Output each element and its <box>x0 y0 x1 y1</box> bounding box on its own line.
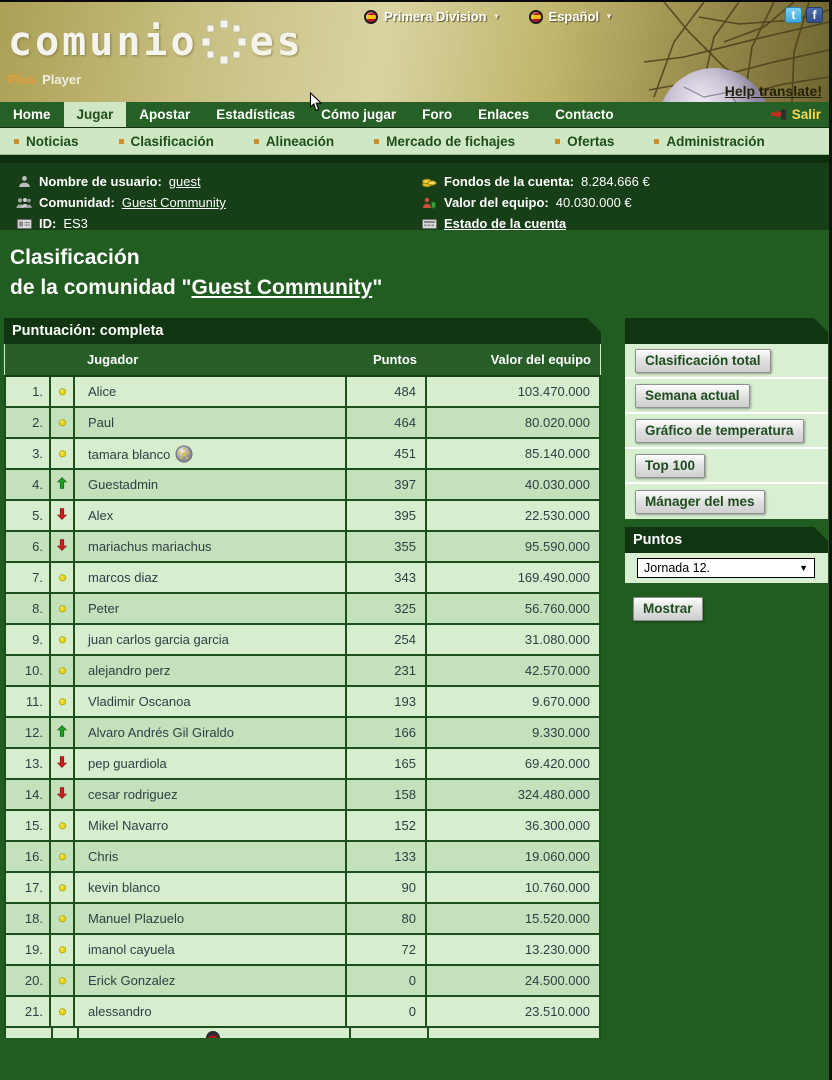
table-row <box>5 500 600 531</box>
rank-cell: 16. <box>5 841 50 872</box>
player-name[interactable]: marcos diaz <box>88 570 159 585</box>
player-name[interactable]: Vladimir Oscanoa <box>88 694 191 709</box>
bullet-icon <box>555 139 560 144</box>
nav-item-jugar[interactable]: Jugar <box>64 102 127 127</box>
rank-cell: 11. <box>5 686 50 717</box>
points-cell: 325 <box>346 593 426 624</box>
sidebar-button-row <box>625 344 828 379</box>
player-name[interactable]: Manuel Plazuelo <box>88 911 185 926</box>
points-cell: 90 <box>346 872 426 903</box>
sidebar <box>625 318 828 639</box>
player-name[interactable]: Alice <box>88 384 117 399</box>
points-cell: 231 <box>346 655 426 686</box>
logo-suffix-text: es <box>249 19 304 65</box>
bullet-icon <box>254 139 259 144</box>
nav-item-estadisticas[interactable]: Estadísticas <box>216 107 296 122</box>
player-name[interactable]: Paul <box>88 415 115 430</box>
nav-item-contacto[interactable]: Contacto <box>555 107 614 122</box>
trend-same-icon <box>58 818 67 833</box>
table-row <box>5 655 600 686</box>
select-arrow-icon: ▼ <box>799 563 808 573</box>
sidebar-button-row <box>625 484 828 519</box>
community-icon <box>16 197 32 209</box>
facebook-icon[interactable]: f <box>806 7 823 23</box>
sidebar-header <box>625 318 828 344</box>
player-badge-icon-partial <box>206 1031 220 1038</box>
trend-same-icon <box>58 415 67 430</box>
team-value-cell: 80.020.000 <box>426 407 600 438</box>
points-cell: 193 <box>346 686 426 717</box>
points-cell: 254 <box>346 624 426 655</box>
nav-item-apostar[interactable]: Apostar <box>139 107 191 122</box>
rank-cell: 9. <box>5 624 50 655</box>
player-name[interactable]: Alex <box>88 508 114 523</box>
subnav-item-noticias[interactable]: Noticias <box>14 134 79 149</box>
player-name[interactable]: Alvaro Andrés Gil Giraldo <box>88 725 234 740</box>
rank-cell: 15. <box>5 810 50 841</box>
money-icon <box>421 176 437 187</box>
table-row <box>5 407 600 438</box>
trend-same-icon <box>58 601 67 616</box>
player-name[interactable]: imanol cayuela <box>88 942 175 957</box>
trend-down-icon <box>57 508 67 523</box>
trend-same-icon <box>58 1004 67 1019</box>
team-value-cell: 31.080.000 <box>426 624 600 655</box>
trend-same-icon <box>58 849 67 864</box>
table-row <box>5 469 600 500</box>
user-icon <box>16 175 32 188</box>
team-value-cell: 9.330.000 <box>426 717 600 748</box>
trend-same-icon <box>58 911 67 926</box>
exit-door-icon <box>771 109 787 120</box>
language-dropdown[interactable]: Español ▼ <box>529 9 614 24</box>
info-label: Comunidad: <box>39 195 115 210</box>
subnav-item-alineacion[interactable]: Alineación <box>254 134 334 149</box>
points-cell: 395 <box>346 500 426 531</box>
player-name[interactable]: Chris <box>88 849 119 864</box>
player-name[interactable]: alessandro <box>88 1004 152 1019</box>
points-cell: 166 <box>346 717 426 748</box>
team-value-cell: 36.300.000 <box>426 810 600 841</box>
team-value-cell: 10.760.000 <box>426 872 600 903</box>
jornada-select[interactable]: Jornada 12. ▼ <box>637 558 815 578</box>
comunio-logo <box>8 18 304 87</box>
info-label: Valor del equipo: <box>444 195 549 210</box>
rank-cell: 10. <box>5 655 50 686</box>
team-value-cell: 24.500.000 <box>426 965 600 996</box>
nav-item-home[interactable]: Home <box>13 107 51 122</box>
spain-flag-icon <box>529 10 543 24</box>
player-name[interactable]: kevin blanco <box>88 880 161 895</box>
team-value-icon <box>421 197 437 209</box>
table-row <box>5 531 600 562</box>
table-row <box>5 376 600 407</box>
rank-cell: 18. <box>5 903 50 934</box>
rank-cell: 3. <box>5 438 50 469</box>
table-row <box>5 903 600 934</box>
sidebar-button-row <box>625 449 828 484</box>
main-nav-items <box>0 102 627 127</box>
help-translate-link[interactable]: Help translate! <box>724 83 822 99</box>
player-name[interactable]: Guestadmin <box>88 477 159 492</box>
semana-actual-button[interactable]: Semana actual <box>635 384 750 408</box>
table-row <box>5 562 600 593</box>
trend-up-icon <box>57 725 67 740</box>
table-row <box>5 748 600 779</box>
player-name[interactable]: Peter <box>88 601 120 616</box>
id-card-icon <box>16 219 32 229</box>
community-link[interactable]: Guest Community <box>191 276 373 299</box>
nav-item-enlaces[interactable]: Enlaces <box>478 107 530 122</box>
page-title: Clasificación de la comunidad "Guest Community" <box>10 246 383 299</box>
trend-down-icon <box>57 539 67 554</box>
top-banner <box>0 2 829 102</box>
table-row <box>5 779 600 810</box>
points-cell: 484 <box>346 376 426 407</box>
rank-cell: 13. <box>5 748 50 779</box>
rank-cell: 1. <box>5 376 50 407</box>
ranking-table-section <box>4 318 601 1038</box>
info-label: Nombre de usuario: <box>39 174 162 189</box>
spain-flag-icon <box>364 10 378 24</box>
table-row <box>5 686 600 717</box>
team-value-cell: 56.760.000 <box>426 593 600 624</box>
team-value-cell: 324.480.000 <box>426 779 600 810</box>
sidebar-button-row <box>625 414 828 449</box>
content <box>0 318 829 1038</box>
table-row <box>5 717 600 748</box>
trend-down-icon <box>57 787 67 802</box>
team-value-cell: 9.670.000 <box>426 686 600 717</box>
table-row <box>5 872 600 903</box>
table-row <box>5 934 600 965</box>
team-value-cell: 95.590.000 <box>426 531 600 562</box>
info-label: ID: <box>39 216 57 231</box>
points-cell: 80 <box>346 903 426 934</box>
player-name[interactable]: Erick Gonzalez <box>88 973 176 988</box>
rank-cell: 2. <box>5 407 50 438</box>
info-label: Fondos de la cuenta: <box>444 174 575 189</box>
info-line <box>16 213 421 234</box>
points-cell: 451 <box>346 438 426 469</box>
rank-cell: 7. <box>5 562 50 593</box>
points-cell: 158 <box>346 779 426 810</box>
sidebar-button-row <box>625 379 828 414</box>
trend-same-icon <box>58 942 67 957</box>
trend-down-icon <box>57 756 67 771</box>
player-name[interactable]: alejandro perz <box>88 663 171 678</box>
sidebar-puntos-block <box>625 527 828 639</box>
trend-same-icon <box>58 694 67 709</box>
bullet-icon <box>654 139 659 144</box>
account-status-icon <box>421 219 437 229</box>
info-line <box>421 213 650 234</box>
logo-plus-label: Plus <box>8 72 36 87</box>
team-value-cell: 69.420.000 <box>426 748 600 779</box>
points-cell: 165 <box>346 748 426 779</box>
logout-link[interactable]: Salir <box>771 102 821 127</box>
nav-item-como-jugar[interactable]: Cómo jugar <box>321 107 397 122</box>
clasificacion-total-button[interactable]: Clasificación total <box>635 349 771 373</box>
team-value-cell: 40.030.000 <box>426 469 600 500</box>
team-value-cell: 169.490.000 <box>426 562 600 593</box>
player-name[interactable]: pep guardiola <box>88 756 167 771</box>
logo-text: comunio <box>8 19 198 65</box>
rank-cell: 17. <box>5 872 50 903</box>
subnav-item-clasificacion[interactable]: Clasificación <box>119 134 214 149</box>
info-line <box>421 171 650 192</box>
rank-cell: 6. <box>5 531 50 562</box>
points-cell: 355 <box>346 531 426 562</box>
logo-dots-icon <box>200 18 248 66</box>
main-nav <box>0 102 829 128</box>
trend-same-icon <box>58 570 67 585</box>
corner-decoration <box>587 318 601 332</box>
team-value-cell: 23.510.000 <box>426 996 600 1027</box>
info-value: 40.030.000 € <box>555 195 632 210</box>
section-header: Puntuación: completa <box>4 318 601 344</box>
team-value-cell: 22.530.000 <box>426 500 600 531</box>
logo-player-label: Player <box>42 72 82 87</box>
info-value[interactable]: guest <box>168 174 201 189</box>
points-cell: 152 <box>346 810 426 841</box>
player-name[interactable]: mariachus mariachus <box>88 539 212 554</box>
team-value-cell: 13.230.000 <box>426 934 600 965</box>
trend-up-icon <box>57 477 67 492</box>
points-cell: 0 <box>346 996 426 1027</box>
medal-icon <box>170 447 193 462</box>
player-name[interactable]: juan carlos garcia garcia <box>88 632 229 647</box>
trend-same-icon <box>58 663 67 678</box>
team-value-cell: 42.570.000 <box>426 655 600 686</box>
twitter-icon[interactable]: t <box>785 7 802 23</box>
sub-nav <box>0 128 829 155</box>
info-line <box>16 171 421 192</box>
points-cell: 343 <box>346 562 426 593</box>
info-line <box>421 192 650 213</box>
info-line <box>16 192 421 213</box>
user-info-right <box>421 171 650 230</box>
mostrar-button[interactable]: Mostrar <box>633 597 703 621</box>
rank-cell: 12. <box>5 717 50 748</box>
top-100-button[interactable]: Top 100 <box>635 454 705 478</box>
trend-same-icon <box>58 880 67 895</box>
chevron-down-icon: ▼ <box>492 12 501 21</box>
table-row <box>5 996 600 1027</box>
grafico-de-temperatura-button[interactable]: Gráfico de temperatura <box>635 419 804 443</box>
info-value: 8.284.666 € <box>581 174 650 189</box>
table-row <box>5 593 600 624</box>
trend-same-icon <box>58 446 67 461</box>
points-cell: 133 <box>346 841 426 872</box>
sidebar-views-block <box>625 318 828 519</box>
team-value-cell: 85.140.000 <box>426 438 600 469</box>
table-row <box>5 438 600 469</box>
points-cell: 72 <box>346 934 426 965</box>
bullet-icon <box>374 139 379 144</box>
col-header-value: Valor del equipo <box>426 344 600 376</box>
table-row <box>5 841 600 872</box>
player-name[interactable]: tamara blanco <box>88 446 171 462</box>
trend-same-icon <box>58 973 67 988</box>
bullet-icon <box>14 139 19 144</box>
manager-del-mes-button[interactable]: Mánager del mes <box>635 490 765 514</box>
col-header-points: Puntos <box>346 344 426 376</box>
table-header-row <box>5 344 600 376</box>
points-cell: 464 <box>346 407 426 438</box>
corner-decoration <box>814 318 828 332</box>
team-value-cell: 103.470.000 <box>426 376 600 407</box>
table-row-partial <box>4 1028 601 1038</box>
sidebar-buttons <box>625 344 828 519</box>
col-header-player: Jugador <box>74 344 346 376</box>
user-info-panel <box>0 163 829 230</box>
user-info-left <box>16 171 421 230</box>
rank-cell: 5. <box>5 500 50 531</box>
corner-decoration <box>814 527 828 541</box>
info-label[interactable]: Estado de la cuenta <box>444 216 567 231</box>
table-row <box>5 624 600 655</box>
table-row <box>5 965 600 996</box>
rank-cell: 4. <box>5 469 50 500</box>
points-cell: 397 <box>346 469 426 500</box>
points-cell: 0 <box>346 965 426 996</box>
subnav-item-ofertas[interactable]: Ofertas <box>555 134 614 149</box>
league-dropdown[interactable]: Primera Division ▼ <box>364 9 501 24</box>
rank-cell: 19. <box>5 934 50 965</box>
subnav-item-administracion[interactable]: Administración <box>654 134 764 149</box>
player-name[interactable]: Mikel Navarro <box>88 818 169 833</box>
divider-strip <box>0 155 829 163</box>
info-value: ES3 <box>63 216 88 231</box>
nav-item-foro[interactable]: Foro <box>422 107 453 122</box>
team-value-cell: 19.060.000 <box>426 841 600 872</box>
trend-same-icon <box>58 384 67 399</box>
chevron-down-icon: ▼ <box>605 12 614 21</box>
team-value-cell: 15.520.000 <box>426 903 600 934</box>
player-name[interactable]: cesar rodriguez <box>88 787 178 802</box>
rank-cell: 21. <box>5 996 50 1027</box>
bullet-icon <box>119 139 124 144</box>
trend-same-icon <box>58 632 67 647</box>
info-value[interactable]: Guest Community <box>121 195 226 210</box>
table-row <box>5 810 600 841</box>
ranking-table <box>4 344 601 1028</box>
rank-cell: 20. <box>5 965 50 996</box>
subnav-item-mercado-de-fichajes[interactable]: Mercado de fichajes <box>374 134 515 149</box>
rank-cell: 14. <box>5 779 50 810</box>
rank-cell: 8. <box>5 593 50 624</box>
puntos-header: Puntos <box>625 527 828 553</box>
